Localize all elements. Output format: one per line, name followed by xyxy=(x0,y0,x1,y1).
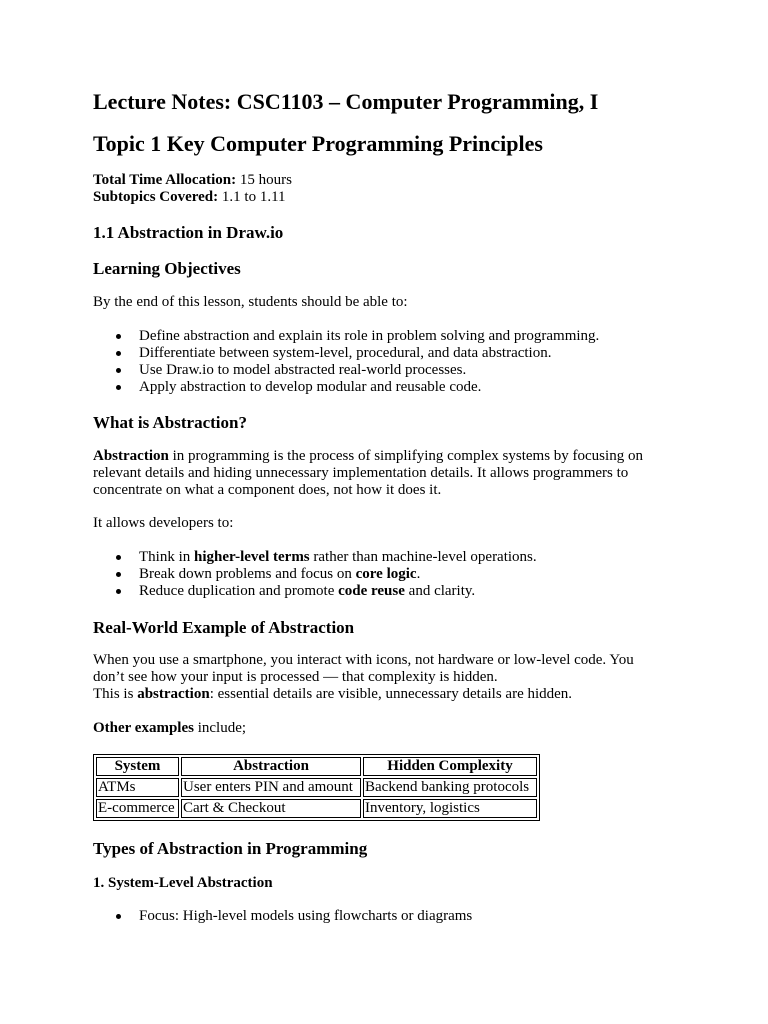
bullet-icon xyxy=(116,572,121,577)
bullet-icon xyxy=(116,555,121,560)
table-cell: E-commerce xyxy=(96,799,179,818)
list-item: Differentiate between system-level, procedural, and data abstraction. xyxy=(139,345,552,361)
paragraph-line xyxy=(93,686,572,703)
list-item-text: rather than machine-level operations. xyxy=(309,549,537,565)
time-allocation-value: 15 hours xyxy=(236,172,292,188)
abstraction-term: Abstraction xyxy=(93,448,169,464)
paragraph-text: in programming is the process of simplifying complex systems by focusing on xyxy=(168,448,643,464)
table-cell: User enters PIN and amount xyxy=(181,778,361,797)
learning-objectives-intro: By the end of this lesson, students should be able to: xyxy=(93,294,408,310)
table-header-row xyxy=(96,757,537,776)
list-item-bold: core logic xyxy=(355,566,417,582)
paragraph-line: relevant details and hiding unnecessary implementation details. It allows programmers to xyxy=(93,465,629,481)
bullet-icon xyxy=(116,368,121,373)
bullet-icon xyxy=(116,334,121,339)
list-item: Use Draw.io to model abstracted real-world processes. xyxy=(139,362,467,378)
list-item-text: . xyxy=(416,566,421,582)
list-item-bold: higher-level terms xyxy=(194,549,310,565)
list-item: Apply abstraction to develop modular and reusable code. xyxy=(139,379,482,395)
table-cell: Backend banking protocols xyxy=(363,778,537,797)
subtopics-value: 1.1 to 1.11 xyxy=(218,189,286,205)
table-row xyxy=(96,778,537,797)
table-header-hidden-complexity: Hidden Complexity xyxy=(363,757,537,776)
table-header-system: System xyxy=(96,757,179,776)
table-cell: Cart & Checkout xyxy=(181,799,361,818)
bullet-icon xyxy=(116,914,121,919)
section-heading-1-1: 1.1 Abstraction in Draw.io xyxy=(93,223,284,242)
list-item-bold: code reuse xyxy=(338,583,405,599)
table-cell: Inventory, logistics xyxy=(363,799,537,818)
list-item xyxy=(139,566,420,583)
list-item xyxy=(139,549,537,566)
paragraph-text: : essential details are visible, unnecessary details are hidden. xyxy=(209,686,573,702)
system-level-subheading: 1. System-Level Abstraction xyxy=(93,875,273,891)
paragraph-line: When you use a smartphone, you interact with icons, not hardware or low-level code. You xyxy=(93,652,634,668)
subtopics-label: Subtopics Covered: xyxy=(93,189,219,205)
paragraph-text: This is xyxy=(93,686,138,702)
paragraph-line xyxy=(93,448,643,465)
time-allocation xyxy=(93,172,292,189)
subtopics-covered xyxy=(93,189,286,206)
other-examples-line xyxy=(93,720,246,737)
list-item-text: Reduce duplication and promote xyxy=(139,583,339,599)
list-item-text: Break down problems and focus on xyxy=(139,566,356,582)
topic-title: Topic 1 Key Computer Programming Principles xyxy=(93,131,543,156)
list-item: Focus: High-level models using flowcharts or diagrams xyxy=(139,908,473,924)
table-row xyxy=(96,799,537,818)
time-allocation-label: Total Time Allocation: xyxy=(93,172,237,188)
paragraph-line: don’t see how your input is processed — that complexity is hidden. xyxy=(93,669,498,685)
examples-table xyxy=(93,754,540,821)
what-is-abstraction-heading: What is Abstraction? xyxy=(93,413,247,432)
list-item xyxy=(139,583,475,600)
bullet-icon xyxy=(116,589,121,594)
bullet-icon xyxy=(116,351,121,356)
real-world-heading: Real-World Example of Abstraction xyxy=(93,618,355,637)
other-examples-label: Other examples xyxy=(93,720,194,736)
types-heading: Types of Abstraction in Programming xyxy=(93,839,368,858)
list-item-text: Think in xyxy=(139,549,194,565)
list-item: Define abstraction and explain its role in problem solving and programming. xyxy=(139,328,600,344)
list-item-text: and clarity. xyxy=(404,583,476,599)
table-header-abstraction: Abstraction xyxy=(181,757,361,776)
learning-objectives-heading: Learning Objectives xyxy=(93,259,241,278)
abstraction-term: abstraction xyxy=(137,686,210,702)
paragraph-line: concentrate on what a component does, not how it does it. xyxy=(93,482,442,498)
bullet-icon xyxy=(116,385,121,390)
paragraph-text: include; xyxy=(193,720,247,736)
table-cell: ATMs xyxy=(96,778,179,797)
document-title: Lecture Notes: CSC1103 – Computer Programming, I xyxy=(93,89,599,114)
developers-intro: It allows developers to: xyxy=(93,515,234,531)
